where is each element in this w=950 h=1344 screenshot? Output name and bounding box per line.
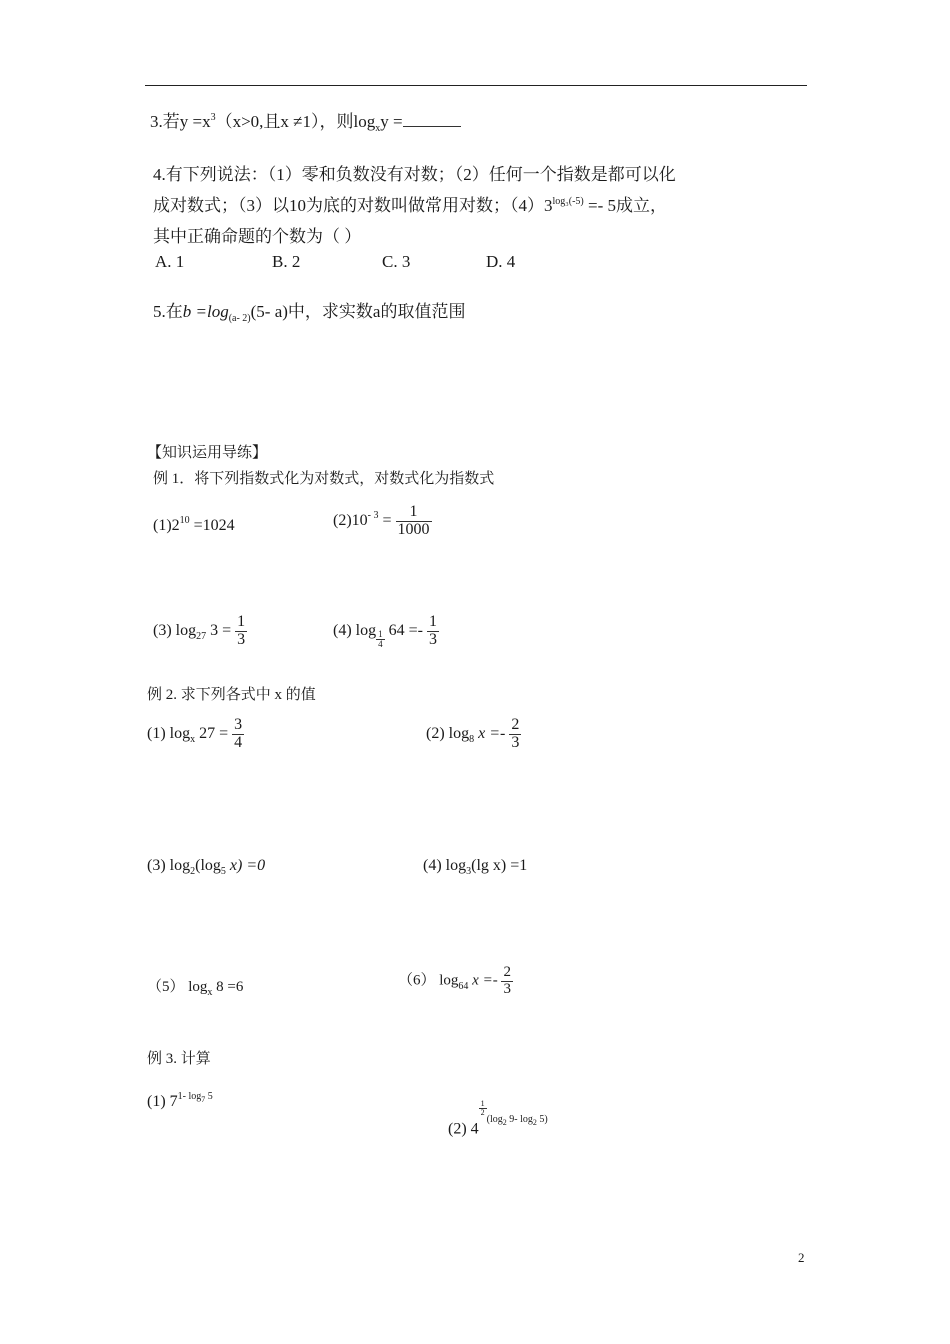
fraction: $\frac{1}{3}$ bbox=[428, 613, 437, 648]
option-d[interactable]: D. 4 bbox=[486, 252, 516, 271]
answer-blank[interactable] bbox=[403, 112, 461, 127]
example-1-item-3: (3) $\log_{27} 3$ = $\frac{1}{3}$ bbox=[153, 613, 246, 648]
fraction: $\frac{1}{1000}$ bbox=[397, 503, 430, 538]
example-2-title: 例 2. 求下列各式中 x 的值 bbox=[147, 687, 316, 703]
example-2-item-6: （6） $\log_{64} x$ =- $\frac{2}{3}$ bbox=[398, 964, 511, 997]
example-2-item-3: (3) $\log_2(\log_5$ x) =0 bbox=[147, 857, 266, 877]
example-3-title: 例 3. 计算 bbox=[147, 1051, 211, 1067]
page-number: 2 bbox=[798, 1250, 805, 1265]
question-4-line-1: 4.有下列说法：（1）零和负数没有对数；（2）任何一个指数是都可以化 bbox=[153, 165, 676, 184]
example-3-item-1: (1) $7^{1- log7}$ $^5$ bbox=[147, 1091, 213, 1110]
question-5: 5.在$b =\log_{(a- 2)}(5-$ a)中，求实数a的取值范围 bbox=[153, 302, 466, 324]
option-c[interactable]: C. 3 bbox=[382, 252, 411, 271]
example-2-item-4: (4) $\log_3(\lg$ x) =1 bbox=[423, 857, 528, 877]
example-2-item-2: (2) $\log_8 x$ =- $\frac{2}{3}$ bbox=[426, 716, 520, 751]
example-2-item-1: (1) $\log_x 27$ = $\frac{3}{4}$ bbox=[147, 716, 243, 751]
question-3: 3.若$y =x^3(x>0$,且x ≠1），则$\log_xy$ = bbox=[150, 107, 461, 132]
exponent-fraction: $\frac{1}{2}$ bbox=[480, 1099, 485, 1118]
option-b[interactable]: B. 2 bbox=[272, 252, 301, 271]
base-fraction: $\frac{1}{4}$ bbox=[378, 628, 383, 649]
section-title: 【知识运用导练】 bbox=[147, 445, 268, 461]
fraction: $\frac{2}{3}$ bbox=[511, 716, 520, 751]
question-4-line-2: 成对数式；（3）以10为底的对数叫做常用对数；$(4)3^{log_3(-5)} =- 5$成立， bbox=[153, 196, 668, 215]
top-rule bbox=[145, 85, 807, 86]
example-1-item-4: (4) log $\frac{1}{4}$ 64 =- $\frac{1}{3}$ bbox=[333, 613, 437, 649]
example-2-item-5: （5） $\log_x 8 =6$ bbox=[147, 979, 244, 998]
question-4-line-3: 其中正确命题的个数为（ ） bbox=[153, 227, 362, 246]
example-3-item-2: (2) 4 $\frac{1}{2}$ $^{(log2}$ $^{9- log2}$ $^{5)}$ bbox=[448, 1099, 548, 1138]
example-1-item-1: $(1)2^{10} =1024$ bbox=[153, 515, 235, 534]
example-1-item-2: $(2)10^{- 3}$ = $\frac{1}{1000}$ bbox=[333, 503, 430, 538]
fraction: $\frac{2}{3}$ bbox=[503, 964, 511, 997]
fraction: $\frac{1}{3}$ bbox=[237, 613, 246, 648]
option-a[interactable]: A. 1 bbox=[155, 252, 185, 271]
example-1-title: 例 1．将下列指数式化为对数式，对数式化为指数式 bbox=[153, 471, 495, 487]
fraction: $\frac{3}{4}$ bbox=[234, 716, 243, 751]
